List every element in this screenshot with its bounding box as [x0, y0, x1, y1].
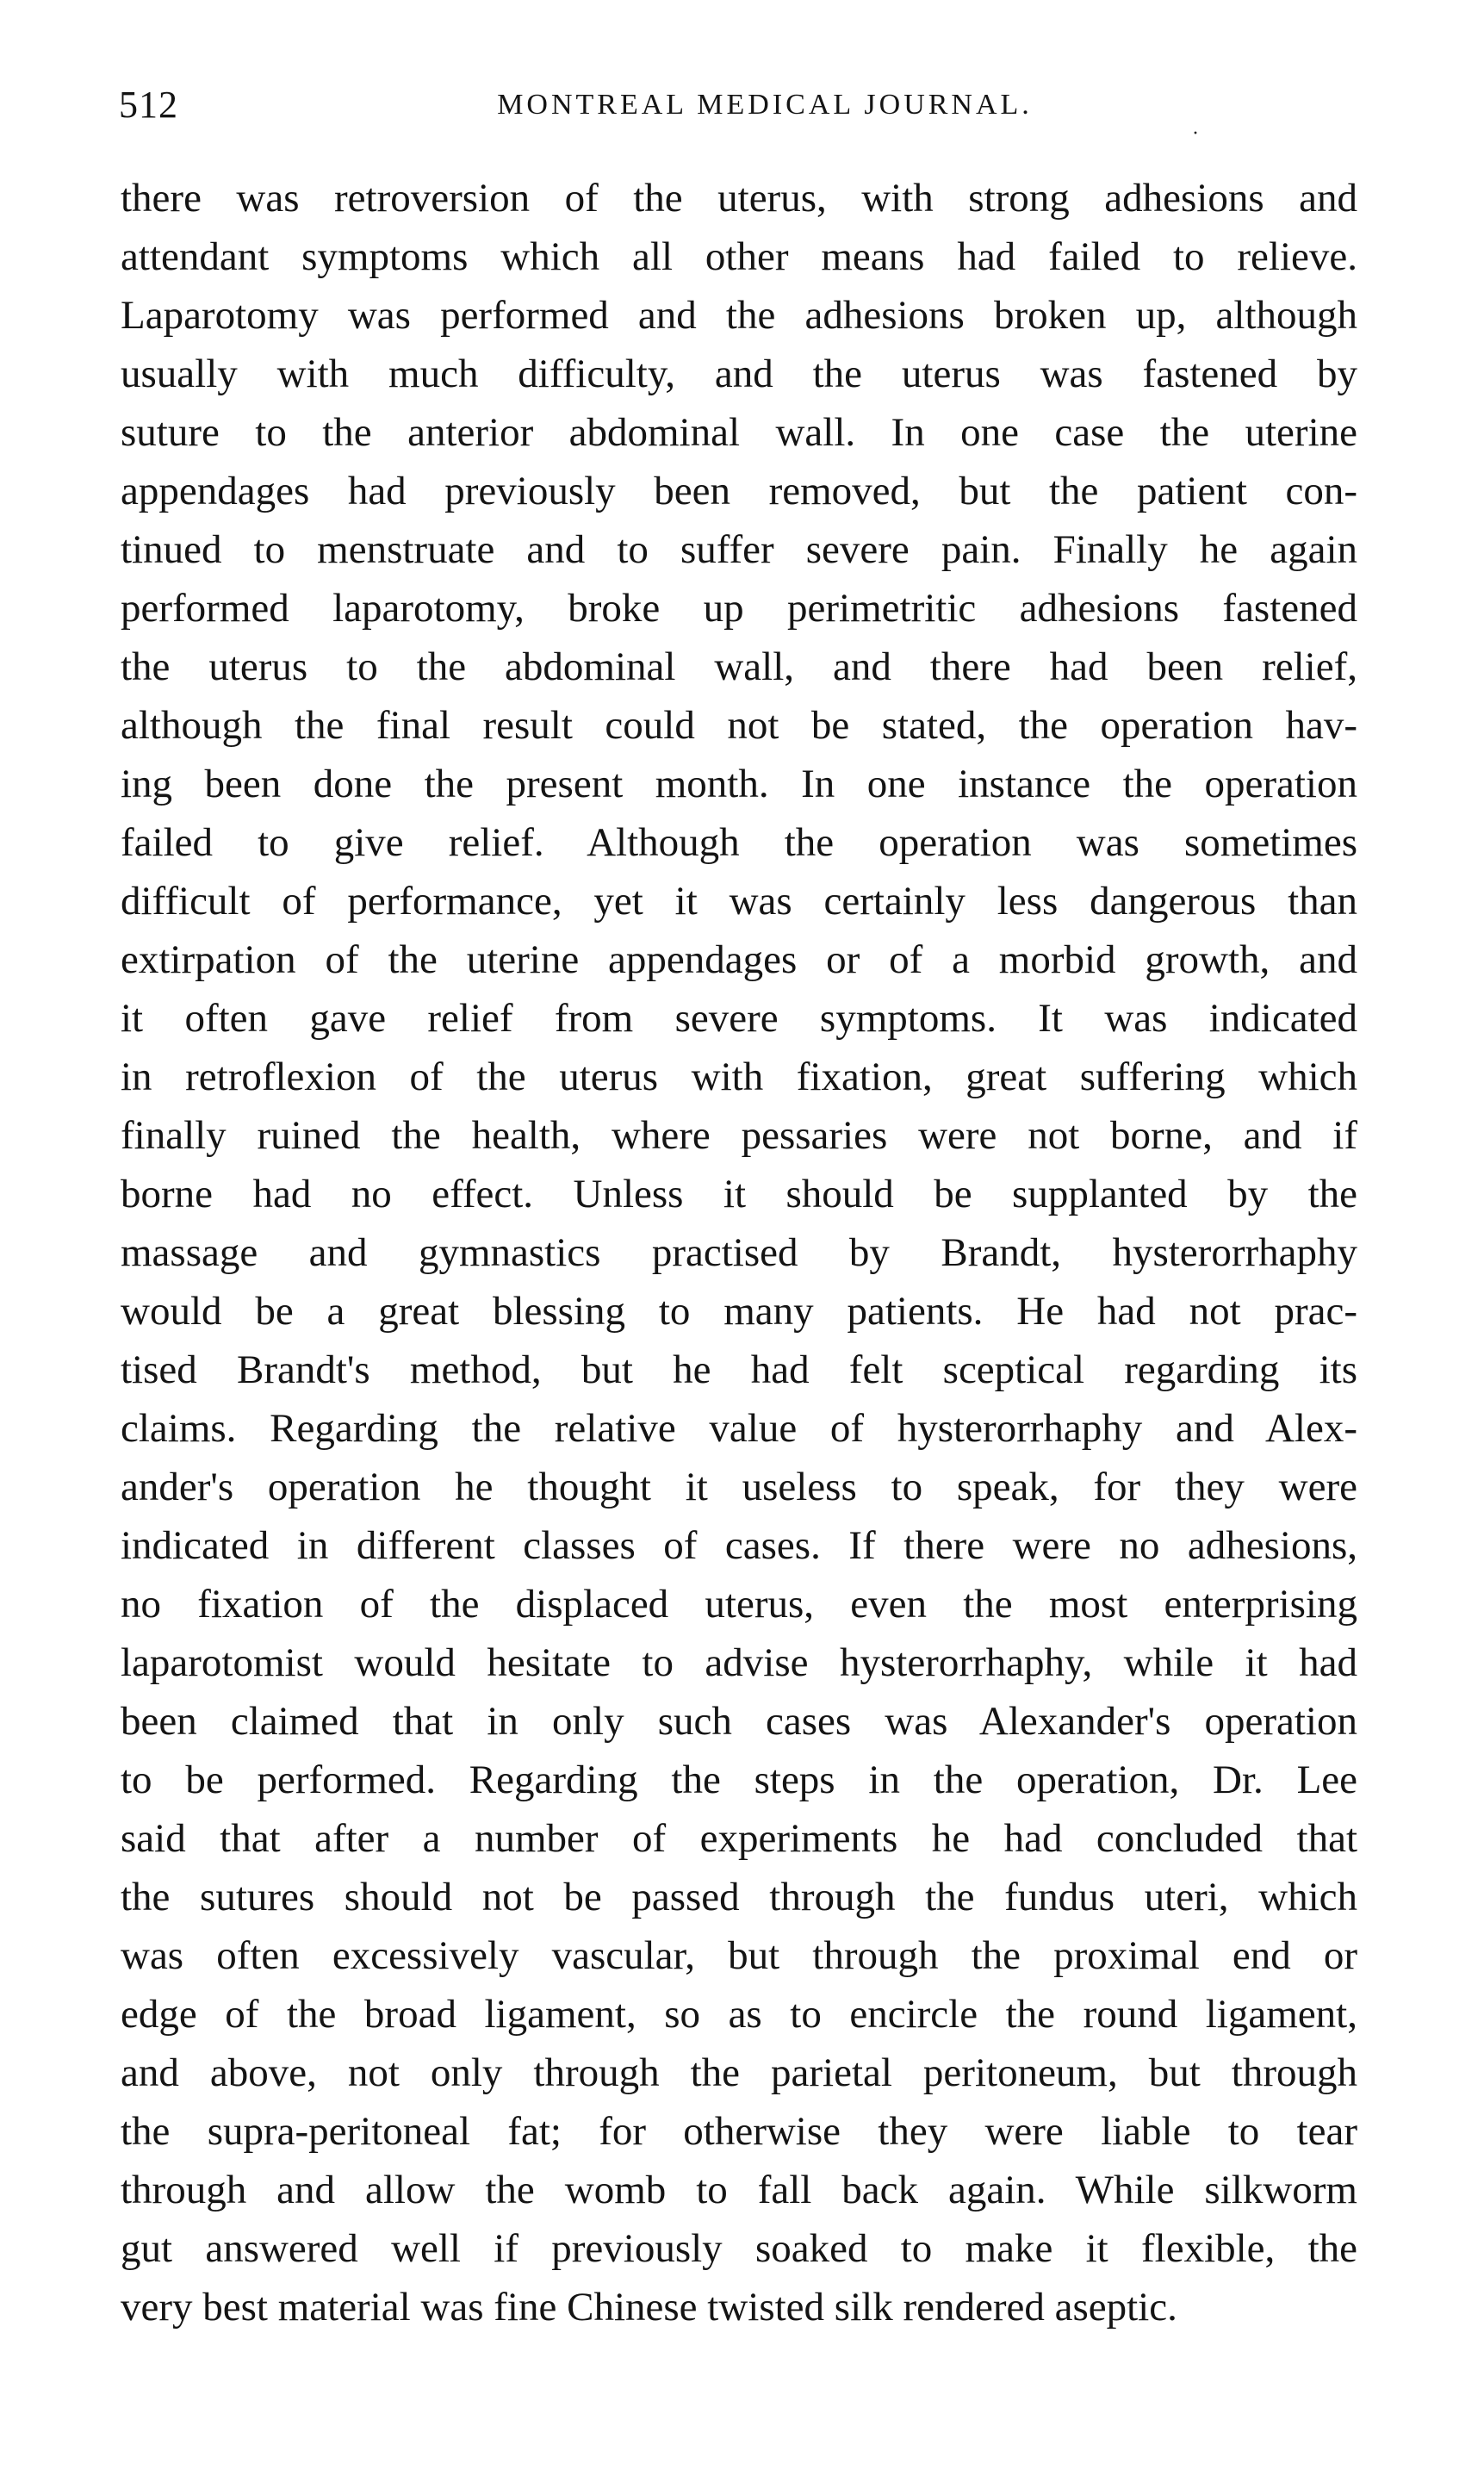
- text-line: the uterus to the abdominal wall, and there had been relief,: [121, 644, 1357, 689]
- text-line: been claimed that in only such cases was Alexander's operation: [121, 1699, 1357, 1744]
- page-number: 512: [119, 84, 178, 126]
- text-line: and above, not only through the parietal peritoneum, but through: [121, 2050, 1357, 2095]
- text-line: to be performed. Regarding the steps in the operation, Dr. Lee: [121, 1757, 1357, 1802]
- text-line: tised Brandt's method, but he had felt sceptical regarding its: [121, 1347, 1357, 1392]
- text-line: would be a great blessing to many patients. He had not prac-: [121, 1289, 1357, 1334]
- text-line: usually with much difficulty, and the uterus was fastened by: [121, 351, 1357, 396]
- article-body: [121, 169, 1357, 2336]
- text-line: the sutures should not be passed through the fundus uteri, which: [121, 1875, 1357, 1919]
- text-line: there was retroversion of the uterus, with strong adhesions and: [121, 176, 1357, 221]
- text-line: appendages had previously been removed, but the patient con-: [121, 469, 1357, 513]
- text-line: in retroflexion of the uterus with fixation, great suffering which: [121, 1054, 1357, 1099]
- text-line: although the final result could not be stated, the operation hav-: [121, 703, 1357, 748]
- text-line: the supra-peritoneal fat; for otherwise they were liable to tear: [121, 2109, 1357, 2154]
- text-line: finally ruined the health, where pessaries were not borne, and if: [121, 1113, 1357, 1158]
- text-line: attendant symptoms which all other means had failed to relieve.: [121, 234, 1357, 279]
- text-line: edge of the broad ligament, so as to encircle the round ligament,: [121, 1992, 1357, 2037]
- text-line: it often gave relief from severe symptoms. It was indicated: [121, 996, 1357, 1041]
- text-line: ing been done the present month. In one instance the operation: [121, 762, 1357, 806]
- text-line: through and allow the womb to fall back again. While silkworm: [121, 2168, 1357, 2212]
- text-line: said that after a number of experiments he had concluded that: [121, 1816, 1357, 1861]
- page-header: [119, 79, 1359, 131]
- text-line: performed laparotomy, broke up perimetritic adhesions fastened: [121, 586, 1357, 631]
- text-line: suture to the anterior abdominal wall. In one case the uterine: [121, 410, 1357, 455]
- text-line: tinued to menstruate and to suffer severe pain. Finally he again: [121, 527, 1357, 572]
- text-line: extirpation of the uterine appendages or of a morbid growth, and: [121, 937, 1357, 982]
- text-line: failed to give relief. Although the operation was sometimes: [121, 820, 1357, 865]
- text-line: gut answered well if previously soaked to make it flexible, the: [121, 2226, 1357, 2271]
- text-line: ander's operation he thought it useless to speak, for they were: [121, 1465, 1357, 1509]
- text-line: very best material was fine Chinese twisted silk rendered aseptic.: [121, 2285, 1177, 2330]
- print-speck: ·: [1192, 122, 1199, 145]
- text-line: massage and gymnastics practised by Brandt, hysterorrhaphy: [121, 1230, 1357, 1275]
- text-line: claims. Regarding the relative value of hysterorrhaphy and Alex-: [121, 1406, 1357, 1451]
- text-line: laparotomist would hesitate to advise hysterorrhaphy, while it had: [121, 1640, 1357, 1685]
- text-line: was often excessively vascular, but through the proximal end or: [121, 1933, 1357, 1978]
- text-line: indicated in different classes of cases. If there were no adhesions,: [121, 1523, 1357, 1568]
- running-head: MONTREAL MEDICAL JOURNAL.: [497, 89, 1033, 121]
- text-line: Laparotomy was performed and the adhesions broken up, although: [121, 293, 1357, 338]
- text-line: no fixation of the displaced uterus, even the most enterprising: [121, 1582, 1357, 1627]
- text-line: difficult of performance, yet it was certainly less dangerous than: [121, 879, 1357, 924]
- text-line: borne had no effect. Unless it should be supplanted by the: [121, 1172, 1357, 1216]
